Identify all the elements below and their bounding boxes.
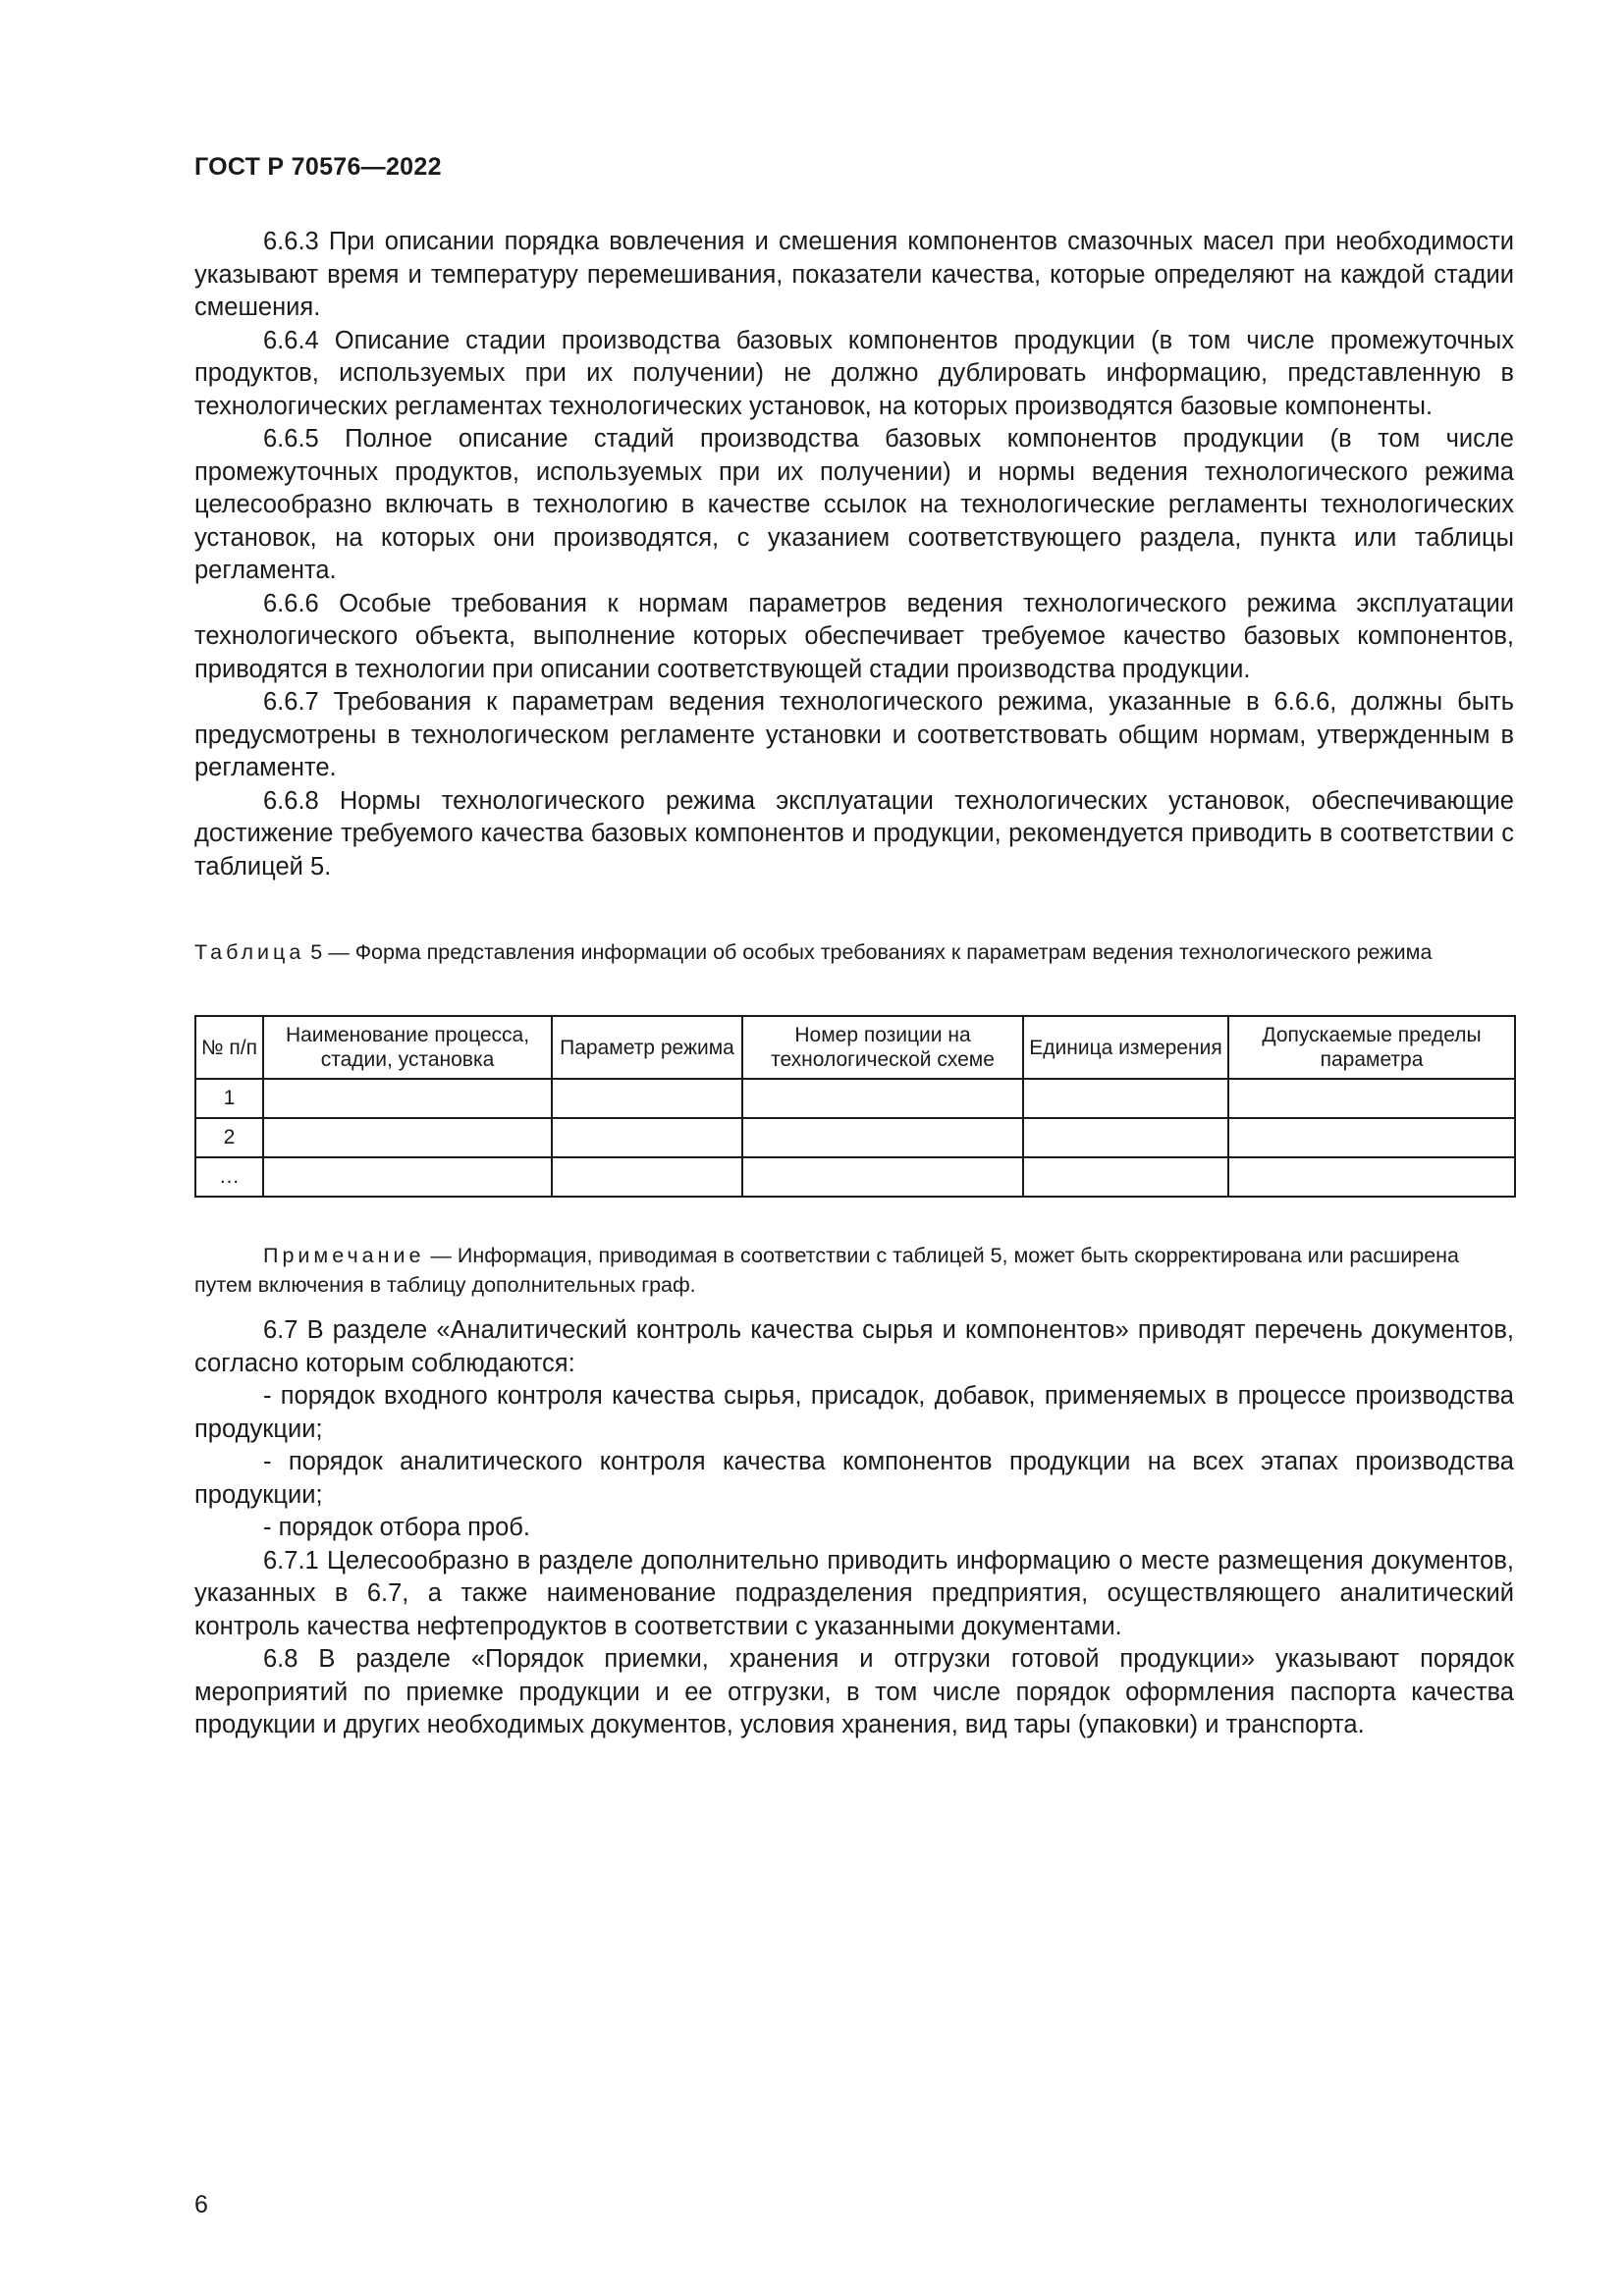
table-row [195, 1157, 1515, 1197]
list-item: - порядок аналитического контроля качества компонентов продукции на всех этапах производства продукции; [194, 1448, 1514, 1509]
table-cell [263, 1118, 552, 1157]
paragraph-6-6-8: 6.6.8 Нормы технологического режима эксплуатации технологических установок, обеспечивающие достижение требуемого качества базовых компонентов и продукции, рекомендуется приводить в соответствии с таблицей 5. [194, 786, 1514, 881]
row-number-cell: 1 [195, 1079, 263, 1118]
note-label: Примечание [263, 1244, 425, 1267]
table-cell [1023, 1118, 1228, 1157]
table-cell [552, 1118, 742, 1157]
document-header: ГОСТ Р 70576—2022 [194, 153, 442, 181]
table-note [194, 1241, 1514, 1300]
paragraph-6-7-1: 6.7.1 Целесообразно в разделе дополнительно приводить информацию о месте размещения документов, указанных в 6.7, а также наименование подразделения предприятия, осуществляющего аналитический контроль качества нефтепродуктов в соответствии с указанными документами. [194, 1546, 1514, 1640]
table-caption [194, 938, 1514, 967]
body-section-6-7 [194, 1314, 1514, 1742]
table-cell [552, 1157, 742, 1197]
paragraph-6-6-6: 6.6.6 Особые требования к нормам параметров ведения технологического режима эксплуатации технологического объекта, выполнение которых обеспечивает требуемое качество базовых компонентов, приводятся в технологии при описании соответствующей стадии производства продукции. [194, 589, 1514, 683]
table-cell [1228, 1157, 1515, 1197]
col-header-process: Наименование процесса, стадии, установка [263, 1016, 552, 1079]
paragraph-6-6-4: 6.6.4 Описание стадии производства базовых компонентов продукции (в том числе промежуточных продуктов, используемых при их получении) не должно дублировать информацию, представленную в технологических регламентах технологических установок, на которых производятся базовые компоненты. [194, 326, 1514, 420]
table-cell [742, 1118, 1023, 1157]
col-header-unit: Единица измерения [1023, 1016, 1228, 1079]
table-caption-text: 5 — Форма представления информации об особых требованиях к параметрам ведения технологического режима [304, 940, 1433, 964]
row-number-cell: … [195, 1157, 263, 1197]
paragraph-6-7: 6.7 В разделе «Аналитический контроль качества сырья и компонентов» приводят перечень документов, согласно которым соблюдаются: [194, 1316, 1514, 1377]
table-cell [742, 1157, 1023, 1197]
table-cell [1228, 1079, 1515, 1118]
row-number-cell: 2 [195, 1118, 263, 1157]
table-cell [263, 1157, 552, 1197]
paragraph-6-6-3: 6.6.3 При описании порядка вовлечения и смешения компонентов смазочных масел при необходимости указывают время и температуру перемешивания, показатели качества, которые определяют на каждой стадии смешения. [194, 228, 1514, 321]
table-row [195, 1079, 1515, 1118]
table-cell [742, 1079, 1023, 1118]
paragraph-6-6-7: 6.6.7 Требования к параметрам ведения технологического режима, указанные в 6.6.6, должны быть предусмотрены в технологическом регламенте установки и соответствовать общим нормам, утвержденным в регламенте. [194, 688, 1514, 781]
page-number: 6 [194, 2191, 208, 2218]
col-header-number: № п/п [195, 1016, 263, 1079]
note-paragraph [194, 1241, 1514, 1300]
table-row [195, 1118, 1515, 1157]
list-item: - порядок отбора проб. [263, 1514, 530, 1541]
col-header-parameter: Параметр режима [552, 1016, 742, 1079]
table-cell [1023, 1157, 1228, 1197]
body-section-6-6 [194, 226, 1514, 883]
table-header-row [195, 1016, 1515, 1079]
table-5 [194, 1015, 1516, 1198]
col-header-limits: Допускаемые пределы параметра [1228, 1016, 1515, 1079]
paragraph-6-6-5: 6.6.5 Полное описание стадий производства базовых компонентов продукции (в том числе промежуточных продуктов, используемых при их получении) и нормы ведения технологического режима целесообразно включать в технологию в качестве ссылок на технологические регламенты технологических установок, на которых они производятся, с указанием соответствующего раздела, пункта или таблицы регламента. [194, 425, 1514, 584]
list-item: - порядок входного контроля качества сырья, присадок, добавок, применяемых в процессе производства продукции; [194, 1382, 1514, 1443]
col-header-position: Номер позиции на технологической схеме [742, 1016, 1023, 1079]
table-cell [263, 1079, 552, 1118]
table-cell [1023, 1079, 1228, 1118]
paragraph-6-8: 6.8 В разделе «Порядок приемки, хранения и отгрузки готовой продукции» указывают порядок мероприятий по приемке продукции и ее отгрузки, в том числе порядок оформления паспорта качества продукции и других необходимых документов, условия хранения, вид тары (упаковки) и транспорта. [194, 1645, 1514, 1738]
table-cell [1228, 1118, 1515, 1157]
table-caption-label: Таблица [194, 940, 305, 964]
table-cell [552, 1079, 742, 1118]
note-text: — Информация, приводимая в соответствии с таблицей 5, может быть скорректирована или расширена путем включения в таблицу дополнительных граф. [194, 1244, 1460, 1297]
